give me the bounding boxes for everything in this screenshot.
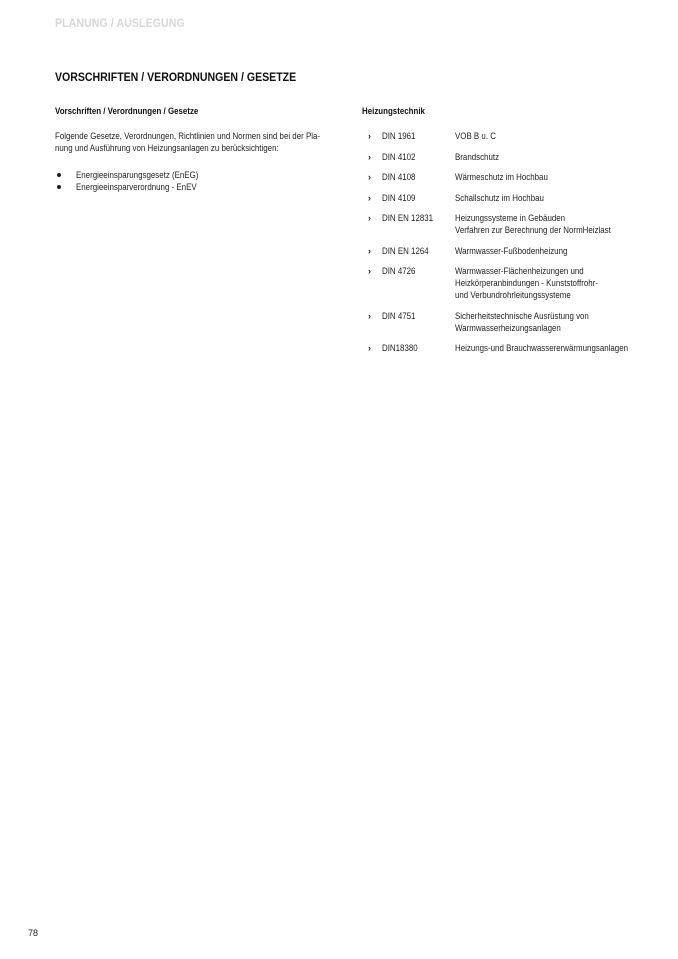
norm-description-line: und Verbundrohrleitungssysteme xyxy=(455,290,571,300)
intro-paragraph xyxy=(55,130,328,154)
norm-description xyxy=(455,212,637,236)
section-header-label: PLANUNG / AUSLEGUNG xyxy=(55,16,185,30)
norm-code: DIN 4751 xyxy=(382,310,416,321)
norm-description-line: Heizungs-und Brauchwassererwärmungsanlagen xyxy=(455,343,629,353)
norm-description-line: Wärmeschutz im Hochbau xyxy=(455,172,548,182)
bullet-icon xyxy=(57,173,61,177)
left-column-heading: Vorschriften / Verordnungen / Gesetze xyxy=(55,106,199,116)
norm-description-line: Heizungssysteme in Gebäuden xyxy=(455,213,566,223)
chevron-right-icon: › xyxy=(368,266,371,276)
norm-description-line: Heizkörperanbindungen - Kunststoffrohr- xyxy=(455,278,598,288)
bullet-icon xyxy=(57,185,61,189)
norm-description xyxy=(455,171,637,183)
norm-description-line: Warmwasser-Fußbodenheizung xyxy=(455,245,568,256)
norm-row xyxy=(362,192,662,204)
norm-description-line: Warmwasser-Flächenheizungen und xyxy=(455,266,584,276)
right-column-heading: Heizungstechnik xyxy=(362,106,425,116)
chevron-right-icon: › xyxy=(368,172,371,182)
chevron-right-icon: › xyxy=(368,245,371,256)
norm-description xyxy=(455,245,637,257)
norm-description xyxy=(455,310,637,334)
chevron-right-icon: › xyxy=(368,310,371,321)
norm-description-line: Sicherheitstechnische Ausrüstung von xyxy=(455,310,589,321)
norm-description xyxy=(455,192,637,204)
norm-description-line: Brandschutz xyxy=(455,151,500,162)
norm-row xyxy=(362,245,662,257)
norm-code: DIN 4726 xyxy=(382,266,416,276)
norm-row xyxy=(362,342,662,354)
list-item-text: Energieeinsparverordnung - EnEV xyxy=(76,182,197,192)
list-item-text: Energieeinsparungsgesetz (EnEG) xyxy=(76,170,199,180)
intro-line: Folgende Gesetze, Verordnungen, Richtlinien und Normen sind bei der Pla- xyxy=(55,131,321,141)
page-title: VORSCHRIFTEN / VERORDNUNGEN / GESETZE xyxy=(55,70,297,84)
norm-row xyxy=(362,171,662,183)
norm-code: DIN 4102 xyxy=(382,151,416,162)
intro-line: nung und Ausführung von Heizungsanlagen zu berücksichtigen: xyxy=(55,143,279,153)
norm-list xyxy=(362,130,662,363)
norm-row xyxy=(362,310,662,334)
norm-row xyxy=(362,151,662,163)
norm-row xyxy=(362,130,662,142)
norm-row xyxy=(362,265,662,301)
norm-code: DIN18380 xyxy=(382,343,418,353)
norm-code: DIN EN 12831 xyxy=(382,213,434,223)
norm-description-line: Schallschutz im Hochbau xyxy=(455,192,544,203)
norm-description-line: Verfahren zur Berechnung der NormHeizlast xyxy=(455,225,611,235)
norm-description xyxy=(455,342,637,354)
norm-code: DIN 4109 xyxy=(382,192,416,203)
chevron-right-icon: › xyxy=(368,213,371,223)
norm-description-line: VOB B u. C xyxy=(455,131,496,141)
norm-description xyxy=(455,151,637,163)
norm-description xyxy=(455,265,637,301)
page-number: 78 xyxy=(28,928,39,938)
norm-description-line: Warmwasserheizungsanlagen xyxy=(455,322,561,333)
norm-row xyxy=(362,212,662,236)
chevron-right-icon: › xyxy=(368,131,371,141)
norm-description xyxy=(455,130,637,142)
norm-code: DIN 4108 xyxy=(382,172,416,182)
norm-code: DIN 1961 xyxy=(382,131,416,141)
chevron-right-icon: › xyxy=(368,151,371,162)
chevron-right-icon: › xyxy=(368,343,371,353)
norm-code: DIN EN 1264 xyxy=(382,245,429,256)
chevron-right-icon: › xyxy=(368,192,371,203)
